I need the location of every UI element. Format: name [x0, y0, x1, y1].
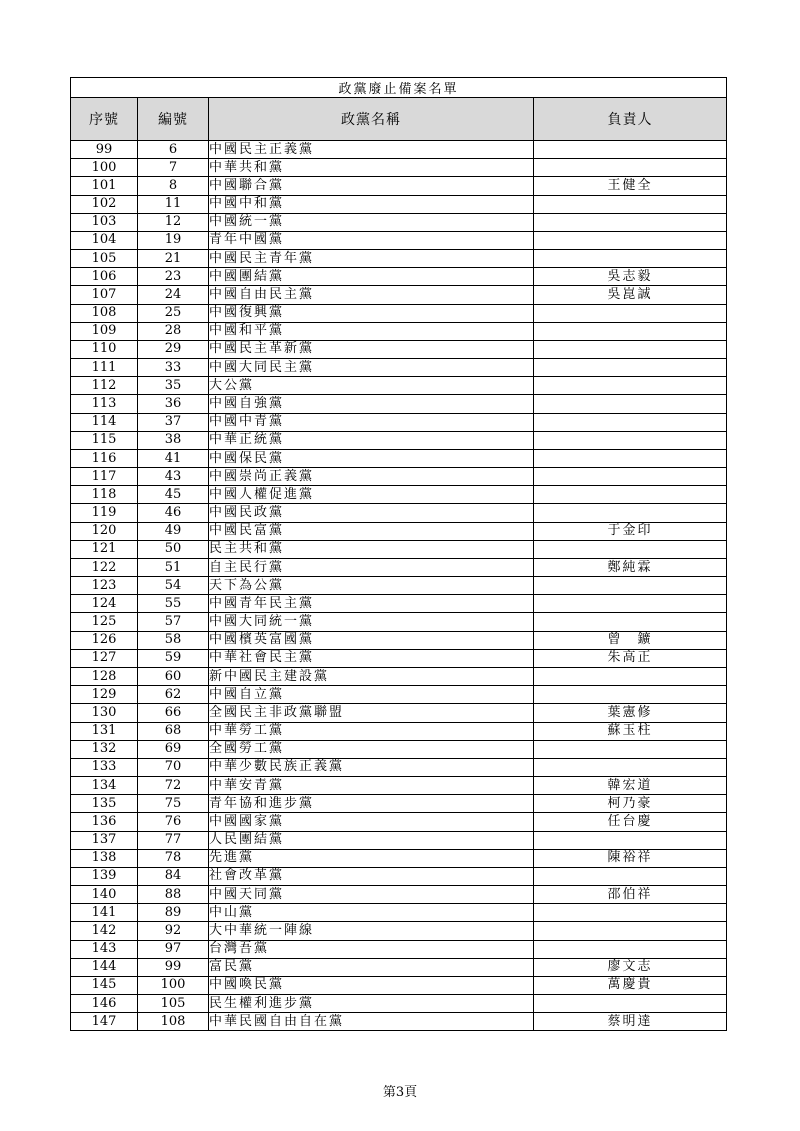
cell-seq: 129 [71, 686, 138, 704]
cell-resp [534, 758, 727, 776]
cell-seq: 110 [71, 340, 138, 358]
cell-name: 中國聯合黨 [209, 177, 534, 195]
cell-seq: 127 [71, 649, 138, 667]
cell-num: 92 [138, 922, 209, 940]
cell-resp [534, 468, 727, 486]
table-row [71, 413, 727, 431]
cell-seq: 112 [71, 377, 138, 395]
cell-resp: 吳崑誠 [534, 286, 727, 304]
cell-resp: 鄭純霖 [534, 558, 727, 576]
cell-resp [534, 595, 727, 613]
cell-seq: 147 [71, 1013, 138, 1031]
cell-seq: 136 [71, 813, 138, 831]
cell-num: 43 [138, 468, 209, 486]
cell-seq: 118 [71, 486, 138, 504]
table-row [71, 813, 727, 831]
cell-seq: 119 [71, 504, 138, 522]
cell-name: 中國檳英富國黨 [209, 631, 534, 649]
cell-seq: 135 [71, 795, 138, 813]
cell-num: 19 [138, 231, 209, 249]
cell-resp [534, 431, 727, 449]
table-row [71, 649, 727, 667]
cell-seq: 133 [71, 758, 138, 776]
cell-seq: 99 [71, 141, 138, 159]
cell-seq: 131 [71, 722, 138, 740]
cell-name: 中國保民黨 [209, 449, 534, 467]
table-row [71, 395, 727, 413]
cell-resp [534, 304, 727, 322]
cell-resp [534, 213, 727, 231]
table-row [71, 831, 727, 849]
cell-resp: 于金印 [534, 522, 727, 540]
table-row [71, 558, 727, 576]
table-row [71, 777, 727, 795]
cell-resp: 邵伯祥 [534, 886, 727, 904]
cell-seq: 115 [71, 431, 138, 449]
cell-name: 中山黨 [209, 904, 534, 922]
cell-resp: 葉憲修 [534, 704, 727, 722]
cell-name: 富民黨 [209, 958, 534, 976]
cell-seq: 141 [71, 904, 138, 922]
cell-name: 人民團結黨 [209, 831, 534, 849]
cell-seq: 123 [71, 577, 138, 595]
cell-seq: 145 [71, 976, 138, 994]
cell-name: 中華少數民族正義黨 [209, 758, 534, 776]
cell-num: 55 [138, 595, 209, 613]
table-row [71, 631, 727, 649]
cell-num: 54 [138, 577, 209, 595]
table-row [71, 922, 727, 940]
cell-seq: 117 [71, 468, 138, 486]
cell-name: 中華社會民主黨 [209, 649, 534, 667]
cell-num: 89 [138, 904, 209, 922]
cell-name: 中國大同統一黨 [209, 613, 534, 631]
table-row [71, 431, 727, 449]
cell-resp: 蔡明達 [534, 1013, 727, 1031]
table-row [71, 359, 727, 377]
cell-seq: 130 [71, 704, 138, 722]
cell-resp [534, 740, 727, 758]
cell-num: 28 [138, 322, 209, 340]
cell-name: 自主民行黨 [209, 558, 534, 576]
column-header-seq: 序號 [71, 98, 138, 141]
cell-num: 33 [138, 359, 209, 377]
cell-name: 中國崇尚正義黨 [209, 468, 534, 486]
cell-num: 66 [138, 704, 209, 722]
table-row [71, 940, 727, 958]
cell-name: 大中華統一陣線 [209, 922, 534, 940]
cell-seq: 111 [71, 359, 138, 377]
table-row [71, 141, 727, 159]
cell-num: 7 [138, 159, 209, 177]
cell-num: 70 [138, 758, 209, 776]
table-row [71, 1013, 727, 1031]
cell-seq: 107 [71, 286, 138, 304]
cell-seq: 128 [71, 667, 138, 685]
cell-name: 民生權利進步黨 [209, 995, 534, 1013]
page-number: 第3頁 [382, 1085, 418, 1100]
cell-resp [534, 831, 727, 849]
cell-name: 中國大同民主黨 [209, 359, 534, 377]
cell-name: 中國中和黨 [209, 195, 534, 213]
cell-name: 中國天同黨 [209, 886, 534, 904]
cell-name: 先進黨 [209, 849, 534, 867]
cell-seq: 120 [71, 522, 138, 540]
cell-num: 97 [138, 940, 209, 958]
cell-num: 11 [138, 195, 209, 213]
cell-name: 中國和平黨 [209, 322, 534, 340]
cell-num: 59 [138, 649, 209, 667]
cell-num: 108 [138, 1013, 209, 1031]
cell-num: 41 [138, 449, 209, 467]
cell-resp [534, 504, 727, 522]
cell-num: 46 [138, 504, 209, 522]
cell-num: 51 [138, 558, 209, 576]
table-body [71, 141, 727, 1031]
cell-num: 12 [138, 213, 209, 231]
cell-seq: 142 [71, 922, 138, 940]
cell-resp [534, 995, 727, 1013]
cell-resp [534, 250, 727, 268]
table-row [71, 504, 727, 522]
cell-seq: 109 [71, 322, 138, 340]
table-row [71, 468, 727, 486]
cell-name: 中國民富黨 [209, 522, 534, 540]
table-row [71, 177, 727, 195]
cell-name: 天下為公黨 [209, 577, 534, 595]
cell-resp: 王健全 [534, 177, 727, 195]
cell-seq: 103 [71, 213, 138, 231]
cell-name: 中國民主正義黨 [209, 141, 534, 159]
cell-name: 台灣吾黨 [209, 940, 534, 958]
cell-resp: 萬慶貴 [534, 976, 727, 994]
cell-num: 8 [138, 177, 209, 195]
table-row [71, 322, 727, 340]
cell-resp [534, 486, 727, 504]
cell-num: 60 [138, 667, 209, 685]
cell-name: 中華正統黨 [209, 431, 534, 449]
table-row [71, 686, 727, 704]
table-row [71, 958, 727, 976]
cell-num: 100 [138, 976, 209, 994]
table-row [71, 449, 727, 467]
cell-num: 57 [138, 613, 209, 631]
table-row [71, 595, 727, 613]
cell-name: 全國民主非政黨聯盟 [209, 704, 534, 722]
cell-resp [534, 359, 727, 377]
cell-resp [534, 377, 727, 395]
cell-name: 中國國家黨 [209, 813, 534, 831]
cell-num: 75 [138, 795, 209, 813]
cell-name: 中國自立黨 [209, 686, 534, 704]
cell-num: 78 [138, 849, 209, 867]
cell-resp [534, 395, 727, 413]
cell-name: 新中國民主建設黨 [209, 667, 534, 685]
cell-name: 中華共和黨 [209, 159, 534, 177]
cell-resp [534, 940, 727, 958]
table-row [71, 613, 727, 631]
cell-num: 58 [138, 631, 209, 649]
cell-resp: 曾 鑛 [534, 631, 727, 649]
cell-seq: 101 [71, 177, 138, 195]
table-row [71, 995, 727, 1013]
table-row [71, 304, 727, 322]
cell-seq: 143 [71, 940, 138, 958]
cell-seq: 113 [71, 395, 138, 413]
cell-resp [534, 449, 727, 467]
cell-resp [534, 231, 727, 249]
table-row [71, 904, 727, 922]
cell-num: 23 [138, 268, 209, 286]
table-row [71, 159, 727, 177]
cell-name: 中國民政黨 [209, 504, 534, 522]
cell-seq: 116 [71, 449, 138, 467]
cell-resp [534, 867, 727, 885]
cell-name: 社會改革黨 [209, 867, 534, 885]
cell-seq: 106 [71, 268, 138, 286]
table-row [71, 577, 727, 595]
cell-seq: 125 [71, 613, 138, 631]
cell-num: 88 [138, 886, 209, 904]
cell-seq: 144 [71, 958, 138, 976]
cell-seq: 121 [71, 540, 138, 558]
cell-resp: 韓宏道 [534, 777, 727, 795]
table-row [71, 849, 727, 867]
cell-resp [534, 340, 727, 358]
party-list-table [70, 77, 727, 1031]
cell-seq: 146 [71, 995, 138, 1013]
cell-resp [534, 159, 727, 177]
cell-num: 76 [138, 813, 209, 831]
cell-name: 中華民國自由自在黨 [209, 1013, 534, 1031]
cell-num: 62 [138, 686, 209, 704]
table-row [71, 886, 727, 904]
cell-resp: 陳裕祥 [534, 849, 727, 867]
cell-num: 21 [138, 250, 209, 268]
cell-num: 69 [138, 740, 209, 758]
cell-resp [534, 613, 727, 631]
cell-seq: 105 [71, 250, 138, 268]
cell-resp [534, 904, 727, 922]
table-row [71, 377, 727, 395]
cell-num: 105 [138, 995, 209, 1013]
cell-seq: 124 [71, 595, 138, 613]
column-header-num: 編號 [138, 98, 209, 141]
cell-resp: 蘇玉柱 [534, 722, 727, 740]
cell-seq: 137 [71, 831, 138, 849]
cell-num: 35 [138, 377, 209, 395]
cell-seq: 122 [71, 558, 138, 576]
cell-seq: 108 [71, 304, 138, 322]
cell-resp: 柯乃豪 [534, 795, 727, 813]
cell-seq: 140 [71, 886, 138, 904]
cell-num: 68 [138, 722, 209, 740]
cell-name: 大公黨 [209, 377, 534, 395]
cell-num: 84 [138, 867, 209, 885]
cell-num: 29 [138, 340, 209, 358]
cell-num: 6 [138, 141, 209, 159]
cell-num: 99 [138, 958, 209, 976]
cell-resp: 任台慶 [534, 813, 727, 831]
cell-resp: 朱高正 [534, 649, 727, 667]
table-row [71, 740, 727, 758]
cell-num: 37 [138, 413, 209, 431]
cell-resp [534, 322, 727, 340]
cell-resp: 吳志毅 [534, 268, 727, 286]
table-row [71, 286, 727, 304]
table-row [71, 340, 727, 358]
cell-num: 25 [138, 304, 209, 322]
cell-resp [534, 686, 727, 704]
cell-num: 38 [138, 431, 209, 449]
cell-resp [534, 667, 727, 685]
cell-resp [534, 922, 727, 940]
cell-name: 中國民主革新黨 [209, 340, 534, 358]
cell-resp [534, 141, 727, 159]
table-row [71, 250, 727, 268]
cell-num: 72 [138, 777, 209, 795]
cell-name: 中華安青黨 [209, 777, 534, 795]
table-row [71, 522, 727, 540]
table-row [71, 195, 727, 213]
table-row [71, 758, 727, 776]
cell-seq: 139 [71, 867, 138, 885]
cell-num: 50 [138, 540, 209, 558]
cell-name: 民主共和黨 [209, 540, 534, 558]
cell-name: 中國喚民黨 [209, 976, 534, 994]
cell-seq: 100 [71, 159, 138, 177]
cell-seq: 104 [71, 231, 138, 249]
table-row [71, 795, 727, 813]
table-row [71, 976, 727, 994]
cell-name: 中國人權促進黨 [209, 486, 534, 504]
cell-name: 青年協和進步黨 [209, 795, 534, 813]
cell-name: 中國團結黨 [209, 268, 534, 286]
cell-num: 77 [138, 831, 209, 849]
table-row [71, 268, 727, 286]
cell-name: 青年中國黨 [209, 231, 534, 249]
table-row [71, 667, 727, 685]
cell-name: 中華勞工黨 [209, 722, 534, 740]
cell-resp [534, 195, 727, 213]
cell-seq: 114 [71, 413, 138, 431]
cell-name: 全國勞工黨 [209, 740, 534, 758]
cell-seq: 132 [71, 740, 138, 758]
cell-num: 24 [138, 286, 209, 304]
cell-seq: 134 [71, 777, 138, 795]
table-row [71, 867, 727, 885]
cell-seq: 102 [71, 195, 138, 213]
table-row [71, 231, 727, 249]
cell-resp [534, 577, 727, 595]
table-row [71, 213, 727, 231]
table-title: 政黨廢止備案名單 [71, 78, 727, 98]
table-row [71, 722, 727, 740]
cell-name: 中國自強黨 [209, 395, 534, 413]
cell-seq: 138 [71, 849, 138, 867]
table-row [71, 704, 727, 722]
cell-name: 中國自由民主黨 [209, 286, 534, 304]
cell-resp [534, 413, 727, 431]
cell-num: 36 [138, 395, 209, 413]
column-header-resp: 負責人 [534, 98, 727, 141]
table-row [71, 486, 727, 504]
cell-num: 45 [138, 486, 209, 504]
cell-resp [534, 540, 727, 558]
cell-name: 中國統一黨 [209, 213, 534, 231]
cell-name: 中國民主青年黨 [209, 250, 534, 268]
cell-seq: 126 [71, 631, 138, 649]
cell-name: 中國復興黨 [209, 304, 534, 322]
cell-num: 49 [138, 522, 209, 540]
cell-name: 中國中青黨 [209, 413, 534, 431]
table-row [71, 540, 727, 558]
cell-name: 中國青年民主黨 [209, 595, 534, 613]
cell-resp: 廖文志 [534, 958, 727, 976]
column-header-name: 政黨名稱 [209, 98, 534, 141]
